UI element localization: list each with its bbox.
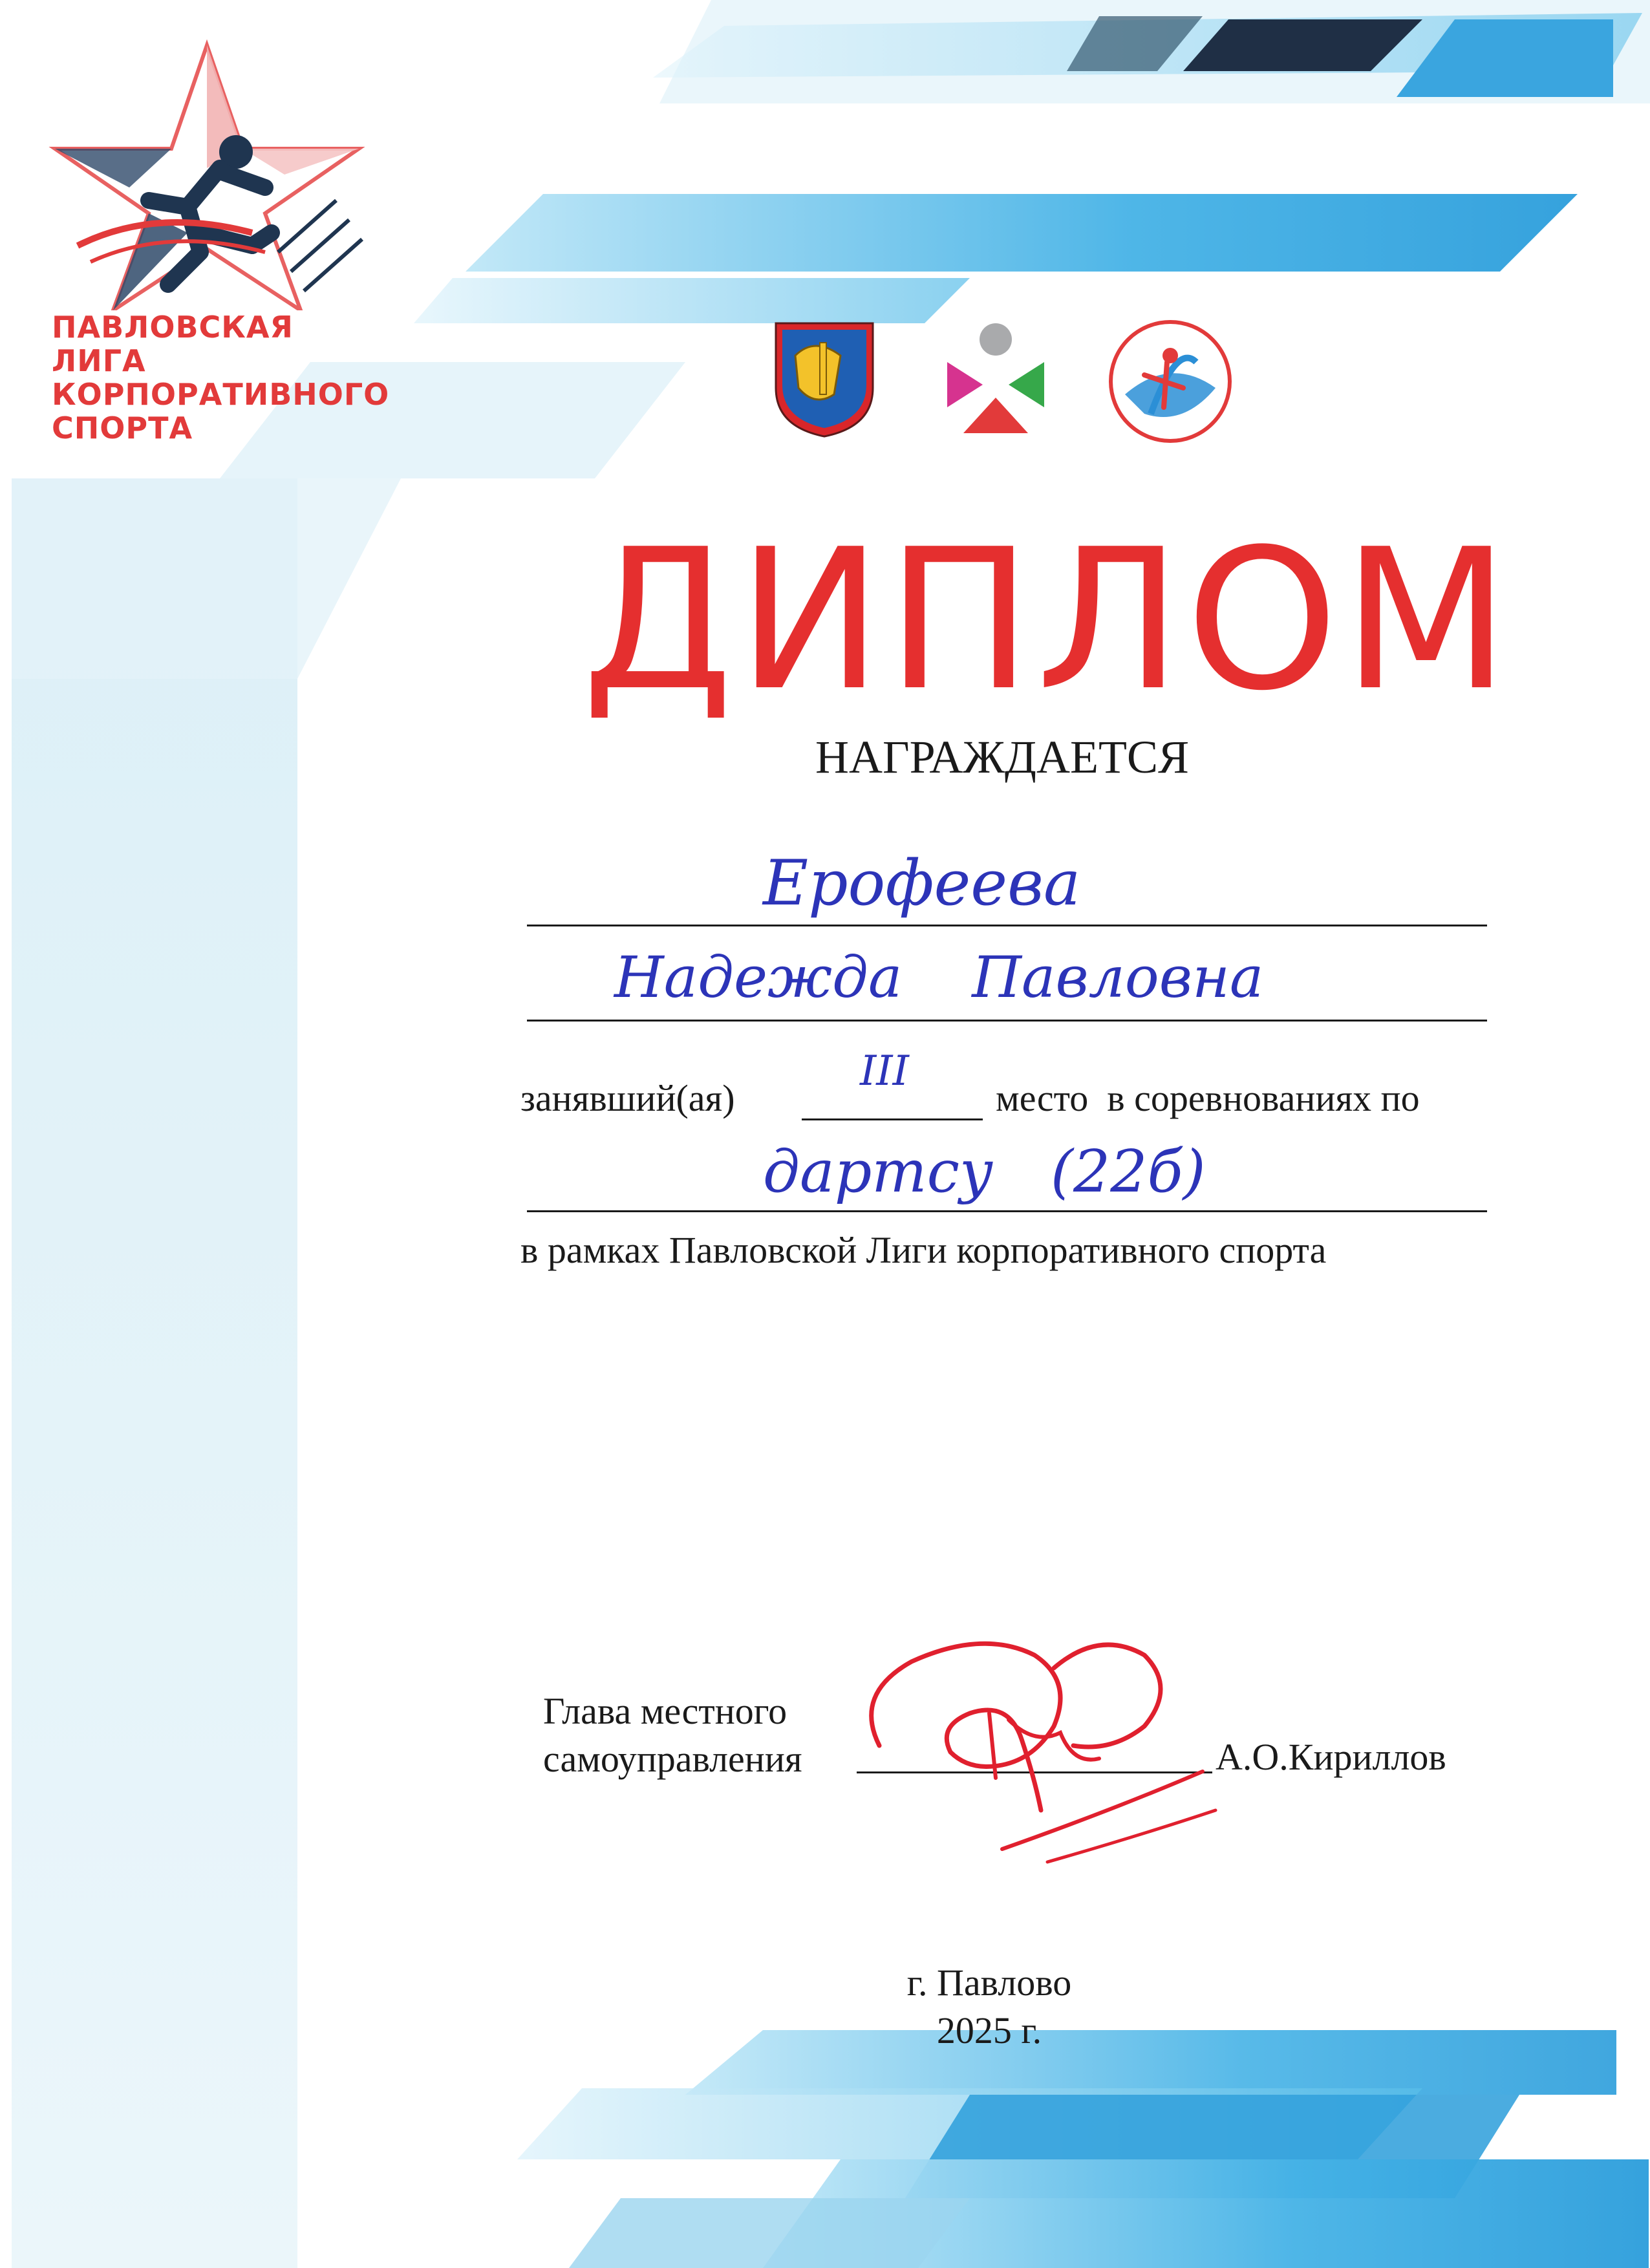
place-value: III [860, 1047, 909, 1095]
sport-emblem-icon [1106, 317, 1235, 446]
place-underline [802, 1118, 983, 1120]
signer-name: А.О.Кириллов [1216, 1736, 1446, 1778]
sport-underline [527, 1210, 1487, 1212]
place-suffix: место в соревнованиях по [996, 1077, 1420, 1119]
year: 2025 г. [936, 2009, 1042, 2051]
league-logo [39, 39, 390, 445]
signatory-title-line-2: самоуправления [543, 1738, 802, 1780]
coat-of-arms-icon [769, 317, 879, 440]
handwritten-signature [841, 1616, 1241, 1901]
recipient-surname: Ерофеева [763, 847, 1081, 919]
signatory-title [543, 1687, 802, 1783]
signatory-title-line-1: Глава местного [543, 1690, 788, 1732]
star-runner-icon [39, 39, 375, 310]
league-logo-line-1: ПАВЛОВСКАЯ ЛИГА [52, 310, 294, 378]
name-underline [527, 1020, 1487, 1022]
geometric-logo-icon [938, 317, 1054, 440]
league-logo-line-2: КОРПОРАТИВНОГО [52, 377, 390, 412]
city: г. Павлово [906, 1962, 1072, 2004]
place-prefix: занявший(ая) [520, 1077, 735, 1119]
recipient-name: Надежда Павловна [614, 944, 1264, 1011]
surname-underline [527, 925, 1487, 926]
sport-name: дартсу (22б) [763, 1138, 1206, 1206]
footer-place [802, 1959, 1177, 2055]
diploma-title: ДИПЛОМ [582, 508, 1514, 733]
league-logo-line-3: СПОРТА [52, 411, 193, 445]
league-line: в рамках Павловской Лиги корпоративного спорта [520, 1229, 1327, 1271]
awarded-heading: НАГРАЖДАЕТСЯ [815, 731, 1190, 783]
